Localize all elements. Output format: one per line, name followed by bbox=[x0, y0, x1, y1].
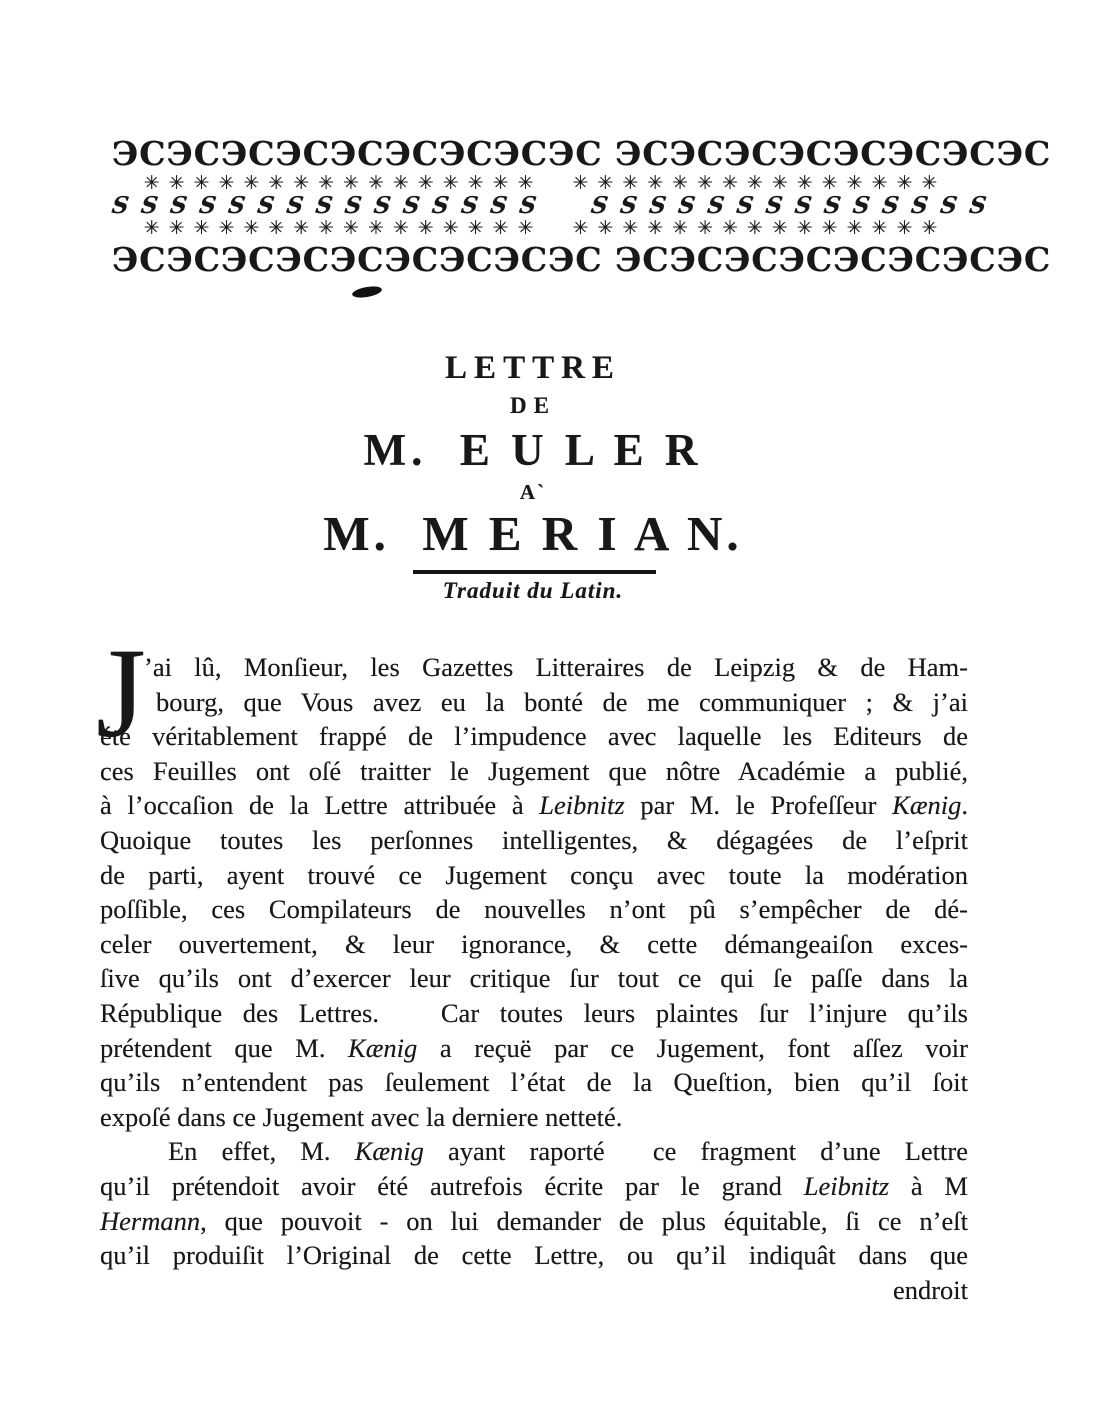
text-segment: ſive qu’ils ont d’exercer leur critique ſur tout ce qui ſe paſſe dans la bbox=[100, 963, 968, 994]
text-segment: été véritablement frappé de l’impudence avec laquelle les Editeurs de bbox=[100, 721, 968, 752]
title-a: A` bbox=[519, 480, 547, 504]
text-segment: ’ai lû, Monſieur, les Gazettes Litteraires de Leipzig & de Ham- bbox=[144, 652, 968, 682]
text-line bbox=[100, 1169, 968, 1204]
text-line bbox=[100, 1134, 968, 1169]
text-line bbox=[100, 1065, 968, 1100]
text-segment: ces Feuilles ont oſé traitter le Jugement que nôtre Académie a publié, bbox=[100, 755, 968, 786]
text-segment: qu’ils n’entendent pas ſeulement l’état de la Queſtion, bien qu’il ſoit bbox=[100, 1067, 968, 1098]
asterisk-border-icon: ✳✳✳✳✳✳✳✳✳✳✳✳✳✳✳✳ ✳✳✳✳✳✳✳✳✳✳✳✳✳✳✳ bbox=[143, 217, 947, 239]
text-segment: a reçuë par ce Jugement, font aſſez voir bbox=[417, 1032, 968, 1063]
s-scroll-border-icon: SSSSSSSSSSSSSSS SSSSSSSSSSSSSS bbox=[110, 192, 1002, 219]
text-line bbox=[100, 927, 968, 962]
title-rule bbox=[413, 570, 656, 574]
text-segment: celer ouvertement, & leur ignorance, & cette démangeaiſon exces- bbox=[100, 928, 968, 959]
text-line bbox=[100, 858, 968, 893]
title-euler: M. E U L E R bbox=[363, 425, 703, 475]
text-line bbox=[100, 996, 968, 1031]
text-line bbox=[100, 1238, 968, 1273]
text-segment: bourg, que Vous avez eu la bonté de me communiquer ; & j’ai bbox=[156, 686, 968, 717]
text-segment: Quoique toutes les perſonnes intelligentes, & dégagées de l’eſprit bbox=[100, 824, 968, 855]
fleuron-border-icon: ЭСЭСЭСЭСЭСЭСЭСЭСЭС ЭСЭСЭСЭСЭСЭСЭСЭС bbox=[112, 134, 1052, 173]
text-segment: poſſible, ces Compilateurs de nouvelles n’ont pû s’empêcher de dé- bbox=[100, 894, 968, 925]
text-segment: par M. le Profeſſeur bbox=[624, 790, 893, 821]
text-segment: , que pouvoit - on lui demander de plus équitable, ſi ce n’eſt bbox=[200, 1205, 968, 1236]
text-line bbox=[100, 685, 968, 720]
text-segment: . bbox=[961, 790, 968, 821]
text-segment: République des Lettres. Car toutes leurs plaintes ſur l’injure qu’ils bbox=[100, 997, 968, 1028]
text-line bbox=[100, 788, 968, 823]
text-segment: à l’occaſion de la Lettre attribuée à bbox=[100, 790, 540, 821]
title-lettre: LETTRE bbox=[445, 350, 621, 386]
text-segment: endroit bbox=[892, 1274, 968, 1305]
text-line bbox=[100, 823, 968, 858]
title-de: DE bbox=[510, 393, 556, 418]
title-merian: M. M E R I A N. bbox=[323, 506, 743, 561]
proper-name-italic: Leibnitz bbox=[803, 1170, 890, 1201]
text-segment: expoſé dans ce Jugement avec la derniere netteté. bbox=[100, 1101, 623, 1132]
ink-mark bbox=[351, 284, 382, 299]
letter-body bbox=[100, 650, 968, 1307]
proper-name-italic: Hermann bbox=[100, 1205, 201, 1236]
proper-name-italic: Kænig bbox=[354, 1136, 424, 1167]
text-line bbox=[100, 1273, 968, 1308]
text-line bbox=[100, 1031, 968, 1066]
text-segment: de parti, ayent trouvé ce Jugement conçu avec toute la modération bbox=[100, 859, 968, 890]
dropcap-initial: J bbox=[96, 622, 146, 764]
text-segment: prétendent que M. bbox=[100, 1032, 349, 1063]
text-segment: qu’il produiſit l’Original de cette Lettre, ou qu’il indiquât dans que bbox=[100, 1240, 968, 1271]
text-line bbox=[100, 1204, 968, 1239]
proper-name-italic: Kænig bbox=[348, 1032, 418, 1063]
proper-name-italic: Kænig bbox=[892, 790, 962, 821]
text-line bbox=[100, 719, 968, 754]
asterisk-border-icon: ✳✳✳✳✳✳✳✳✳✳✳✳✳✳✳✳ ✳✳✳✳✳✳✳✳✳✳✳✳✳✳✳ bbox=[143, 172, 947, 194]
title-subtitle: Traduit du Latin. bbox=[442, 578, 624, 603]
text-segment: ayant raporté ce fragment d’une Lettre bbox=[423, 1136, 968, 1167]
text-line bbox=[100, 650, 968, 685]
text-line bbox=[100, 1100, 968, 1135]
text-line bbox=[100, 961, 968, 996]
text-segment: En effet, M. bbox=[168, 1136, 355, 1167]
fleuron-border-icon: ЭСЭСЭСЭСЭСЭСЭСЭСЭС ЭСЭСЭСЭСЭСЭСЭСЭС bbox=[112, 240, 1052, 279]
text-segment: qu’il prétendoit avoir été autrefois écrite par le grand bbox=[100, 1170, 804, 1201]
proper-name-italic: Leibnitz bbox=[539, 790, 625, 821]
text-line bbox=[100, 754, 968, 789]
text-segment: à M bbox=[889, 1170, 968, 1201]
text-line bbox=[100, 892, 968, 927]
